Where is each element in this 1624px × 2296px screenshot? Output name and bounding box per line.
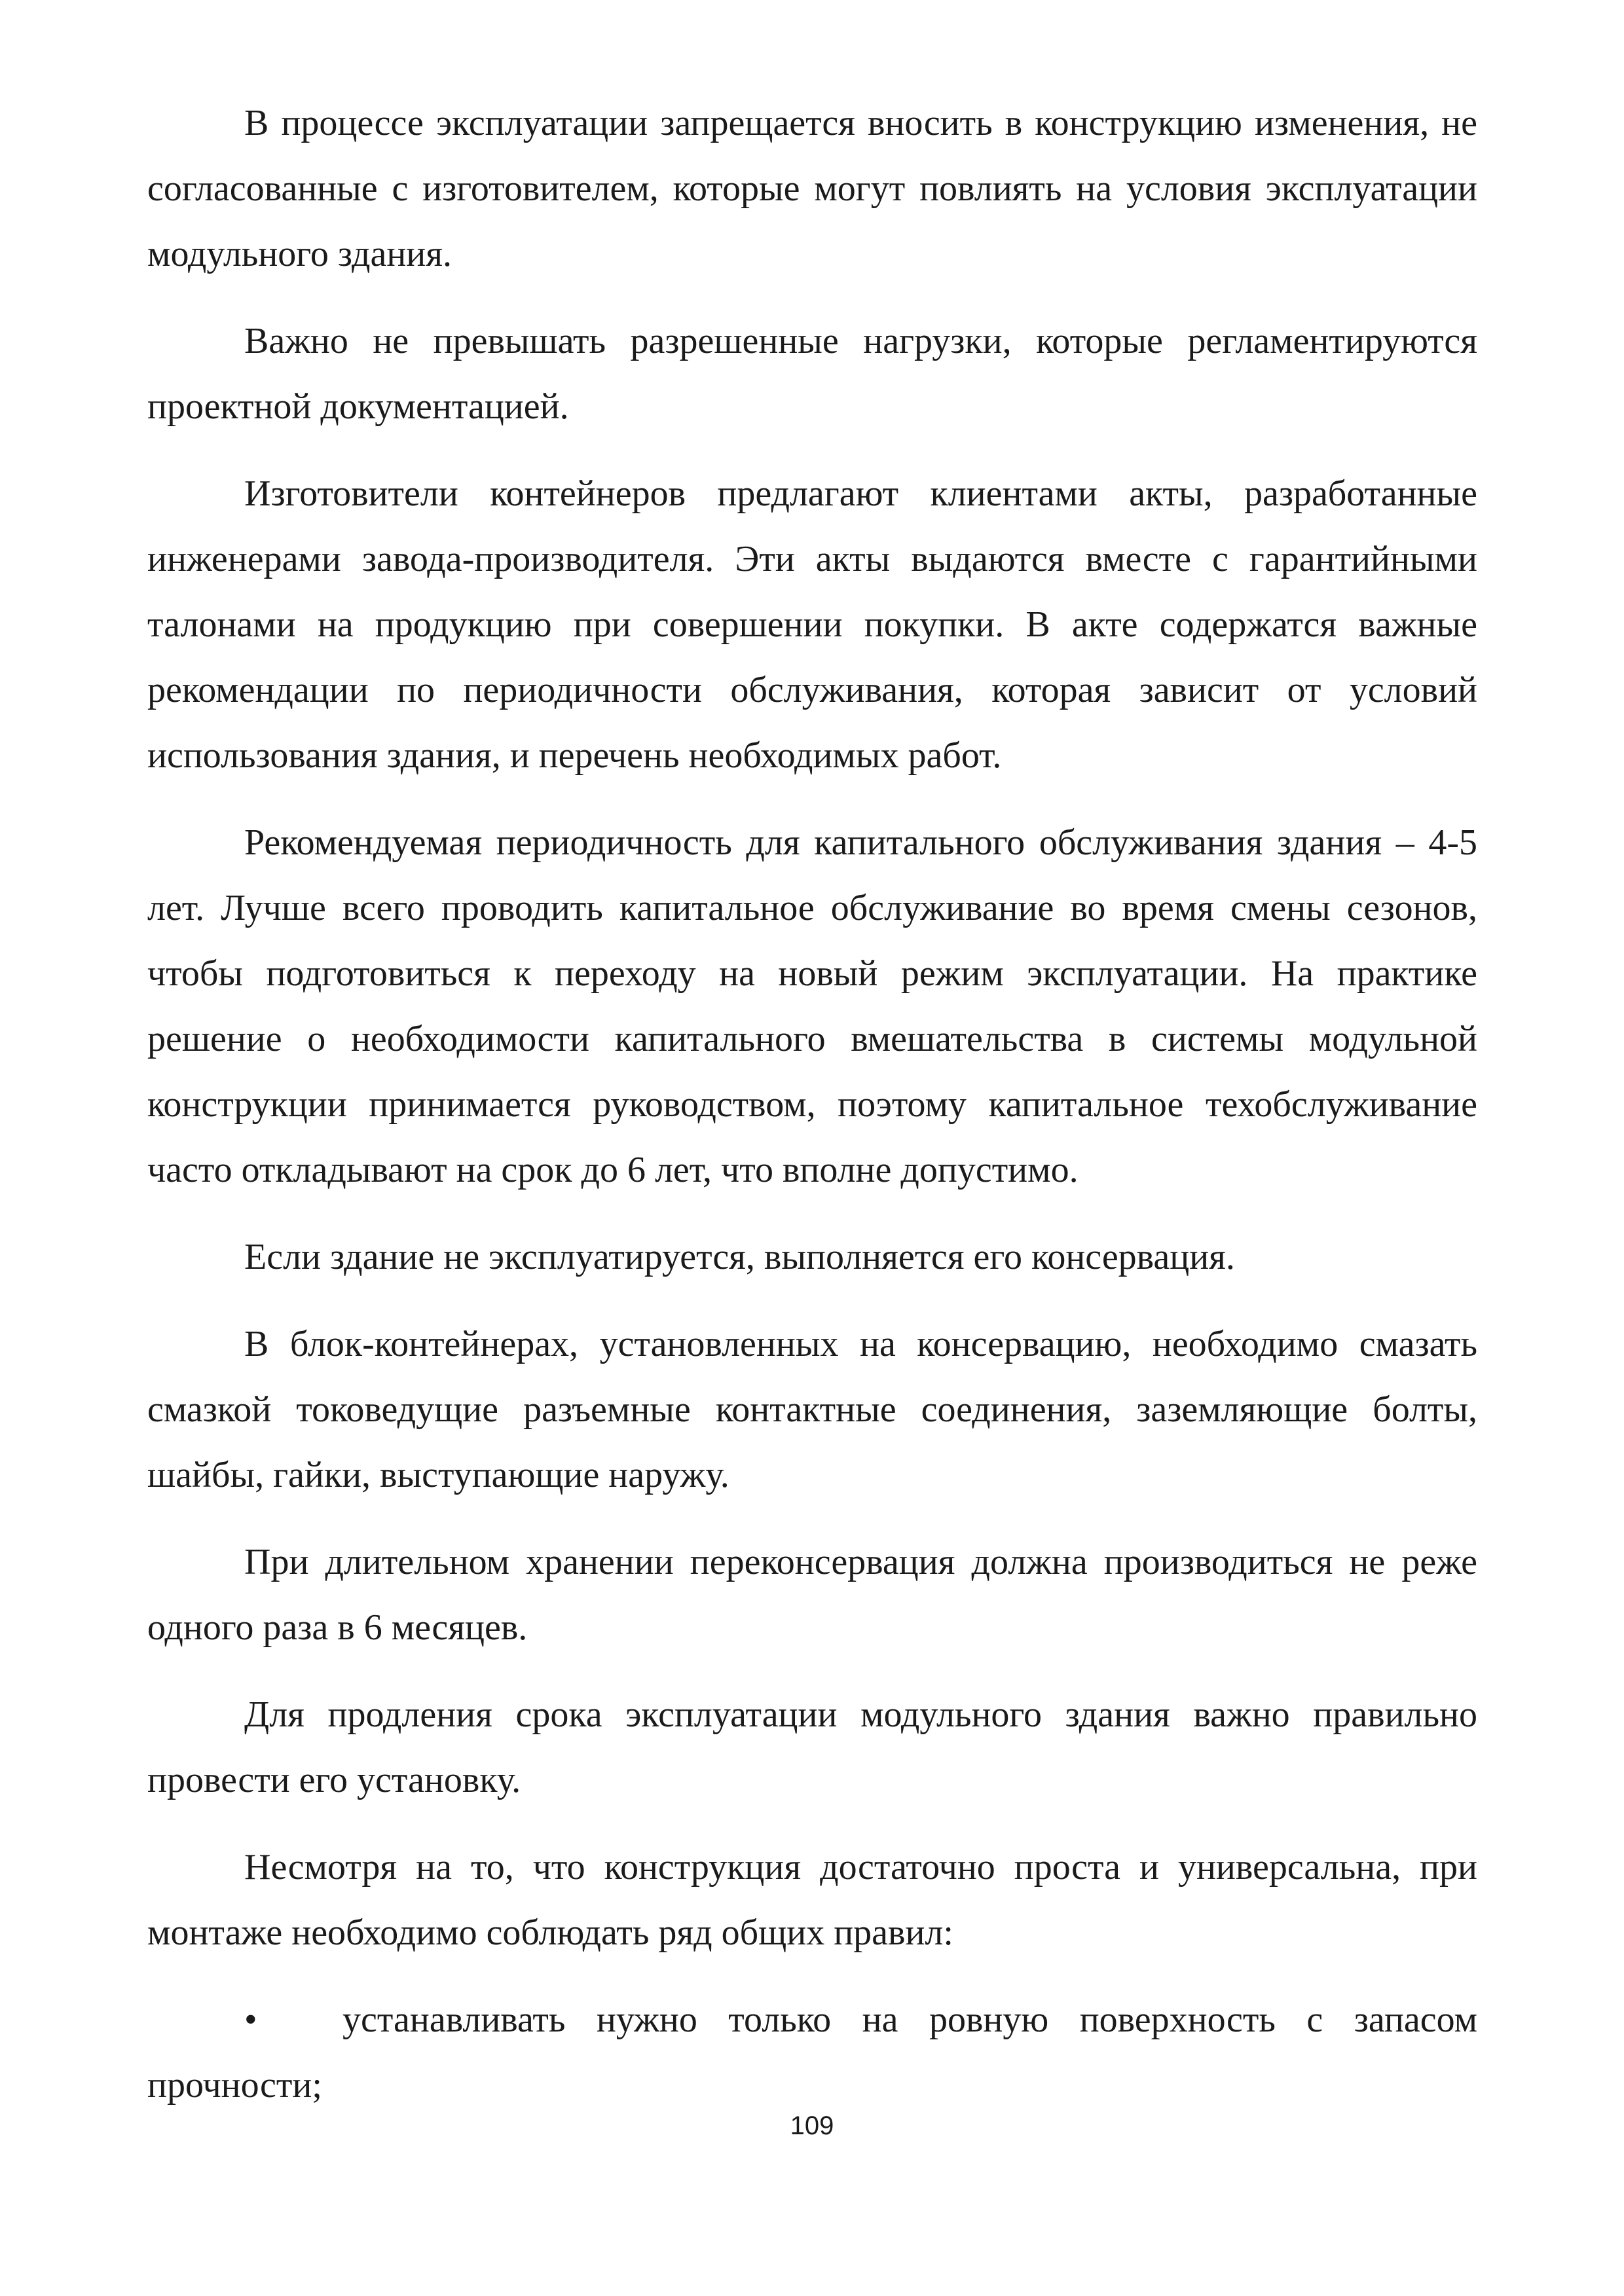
paragraph-9: Несмотря на то, что конструкция достаточно проста и универсальна, при монтаже необходимо соблюдать ряд общих правил: — [147, 1847, 1477, 1953]
paragraph-8: Для продления срока эксплуатации модульного здания важно правильно провести его установку. — [147, 1694, 1477, 1800]
paragraph-6: В блок-контейнерах, установленных на консервацию, необходимо смазать смазкой токоведущие разъемные контактные соединения, заземляющие болты, шайбы, гайки, выступающие наружу. — [147, 1324, 1477, 1495]
page-number: 109 — [790, 2111, 834, 2140]
page-body — [147, 90, 1477, 2118]
bullet-list-item — [147, 1987, 1477, 2118]
paragraph-2: Важно не превышать разрешенные нагрузки, которые регламентируются проектной документацией. — [147, 321, 1477, 427]
paragraph-3: Изготовители контейнеров предлагают клиентами акты, разработанные инженерами завода-производителя. Эти акты выдаются вместе с гарантийными талонами на продукцию при совершении покупки. В акте содержатся важные рекомендации по периодичности обслуживания, которая зависит от условий использования здания, и перечень необходимых работ. — [147, 473, 1477, 776]
bullet-text: устанавливать нужно только на ровную поверхность с запасом прочности; — [147, 1999, 1477, 2105]
bullet-marker: • — [244, 1999, 257, 2040]
paragraph-4: Рекомендуемая периодичность для капитального обслуживания здания – 4-5 лет. Лучше всего проводить капитальное обслуживание во время смены сезонов, чтобы подготовиться к переходу на новый режим эксплуатации. На практике решение о необходимости капитального вмешательства в системы модульной конструкции принимается руководством, поэтому капитальное техобслуживание часто откладывают на срок до 6 лет, что вполне допустимо. — [147, 822, 1477, 1190]
paragraph-7: При длительном хранении переконсервация должна производиться не реже одного раза в 6 месяцев. — [147, 1542, 1477, 1648]
paragraph-5: Если здание не эксплуатируется, выполняется его консервация. — [244, 1237, 1235, 1277]
paragraph-1: В процессе эксплуатации запрещается вносить в конструкцию изменения, не согласованные с изготовителем, которые могут повлиять на условия эксплуатации модульного здания. — [147, 103, 1477, 274]
